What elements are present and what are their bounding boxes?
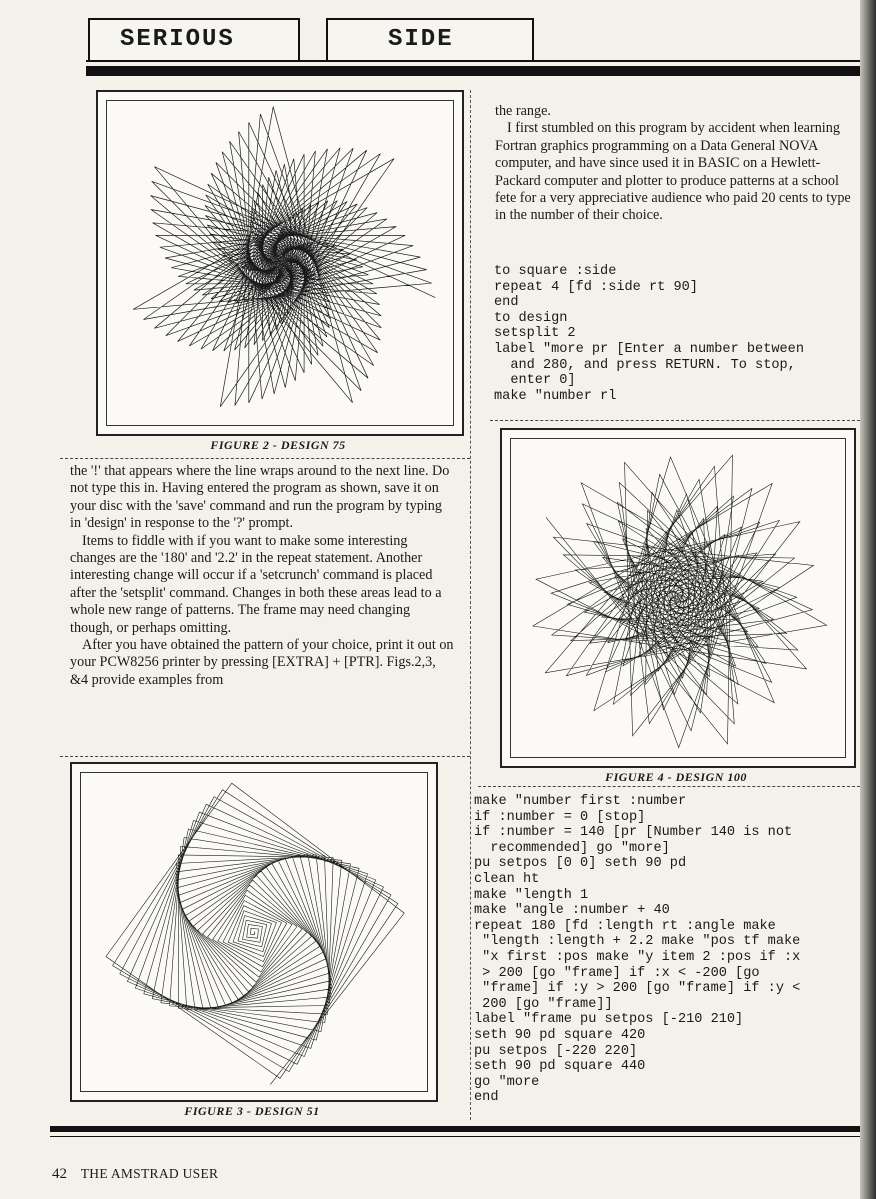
code-line: if :number = 140 [pr [Number 140 is not xyxy=(474,825,793,841)
code-line: and 280, and press RETURN. To stop, xyxy=(494,357,796,373)
section-tab-label: SERIOUS xyxy=(120,26,235,53)
code-line: recommended] go "more] xyxy=(474,840,670,856)
code-line: if :number = 0 [stop] xyxy=(474,809,646,825)
paragraph: the range. xyxy=(495,103,551,119)
code-line: seth 90 pd square 420 xyxy=(474,1027,646,1043)
footer-rule xyxy=(50,1126,860,1132)
caption-rule xyxy=(60,458,470,460)
code-line: to design xyxy=(494,310,568,326)
paragraph: After you have obtained the pattern of your choice, print it out on your PCW8256 printer by pressing [EXTRA] + [PTR]. Figs.2,3, &4 provide examples from xyxy=(70,637,454,688)
code-line: end xyxy=(494,295,519,311)
section-rule xyxy=(60,756,470,758)
code-line: label "more pr [Enter a number between xyxy=(494,341,804,357)
code-listing-bottom xyxy=(474,794,860,1106)
code-line: pu setpos [-220 220] xyxy=(474,1043,638,1059)
caption-rule xyxy=(478,786,860,788)
figure-4-caption: FIGURE 4 - DESIGN 100 xyxy=(605,770,747,784)
code-line: make "number rl xyxy=(494,388,617,404)
code-line: repeat 180 [fd :length rt :angle make xyxy=(474,918,776,934)
code-line: setsplit 2 xyxy=(494,326,576,342)
code-line: > 200 [go "frame] if :x < -200 [go xyxy=(474,965,760,981)
figure-4-design-100 xyxy=(500,428,856,768)
figure-3-design-51 xyxy=(70,762,438,1102)
binding-shadow xyxy=(860,0,876,1199)
code-line: seth 90 pd square 440 xyxy=(474,1059,646,1075)
figure-3-caption: FIGURE 3 - DESIGN 51 xyxy=(184,1104,320,1118)
paragraph: the '!' that appears where the line wraps around to the next line. Do not type this in. Having entered the program as shown, save it on your disc with the 'save' command and run the program by typing in 'design' in response to the '?' prompt. xyxy=(70,463,450,532)
publication-name: THE AMSTRAD USER xyxy=(80,1166,219,1181)
figure-2-caption: FIGURE 2 - DESIGN 75 xyxy=(210,438,346,452)
page-number: 42 xyxy=(52,1166,67,1182)
figure-3-artwork xyxy=(72,764,436,1100)
code-listing-top xyxy=(494,264,860,404)
code-line: make "length 1 xyxy=(474,887,589,903)
figure-4-artwork xyxy=(502,430,854,766)
code-line: repeat 4 [fd :side rt 90] xyxy=(494,279,698,295)
code-line: go "more xyxy=(474,1074,540,1090)
code-line: 200 [go "frame]] xyxy=(474,996,613,1012)
header-rule-thin xyxy=(86,60,860,62)
code-line: clean ht xyxy=(474,871,540,887)
paragraph: I first stumbled on this program by accident when learning Fortran graphics programming on a Data General NOVA computer, and have since used it in BASIC on a Hewlett-Packard computer and plotter to produce patterns at a school fete for a very appreciative audience who paid 20 cents to type in the number of their choice. xyxy=(495,120,851,224)
right-column-text xyxy=(495,103,857,225)
code-line: make "angle :number + 40 xyxy=(474,903,670,919)
code-rule xyxy=(490,420,860,422)
paragraph: Items to fiddle with if you want to make some interesting changes are the '180' and '2.2' in the repeat statement. Another interesting change will occur if a 'setcrunch' command is placed after the 'setsplit' command. Changes in both these areas lead to a whole new range of patterns. The frame may need changing though, or perhaps omitting. xyxy=(70,532,442,636)
code-line: make "number first :number xyxy=(474,794,687,809)
pattern-path xyxy=(133,107,435,407)
code-line: end xyxy=(474,1090,499,1106)
code-line: "frame] if :y > 200 [go "frame] if :y < xyxy=(474,981,801,997)
figure-2-design-75 xyxy=(96,90,464,436)
code-line: to square :side xyxy=(494,264,617,279)
footer-rule-thin xyxy=(50,1136,860,1137)
code-line: "length :length + 2.2 make "pos tf make xyxy=(474,934,801,950)
code-line: "x first :pos make "y item 2 :pos if :x xyxy=(474,949,801,965)
section-tab-side xyxy=(326,18,534,62)
figure-2-artwork xyxy=(98,92,462,434)
code-line: enter 0] xyxy=(494,373,576,389)
column-divider xyxy=(470,90,472,1120)
code-line: label "frame pu setpos [-210 210] xyxy=(474,1012,744,1028)
code-line: pu setpos [0 0] seth 90 pd xyxy=(474,856,687,872)
left-column-text xyxy=(70,463,454,689)
header-rule xyxy=(86,66,860,76)
pattern-path xyxy=(106,783,404,1084)
pattern-path xyxy=(533,455,827,747)
page-footer xyxy=(52,1166,218,1183)
section-tab-serious xyxy=(88,18,300,62)
section-tab-label: SIDE xyxy=(388,26,454,53)
